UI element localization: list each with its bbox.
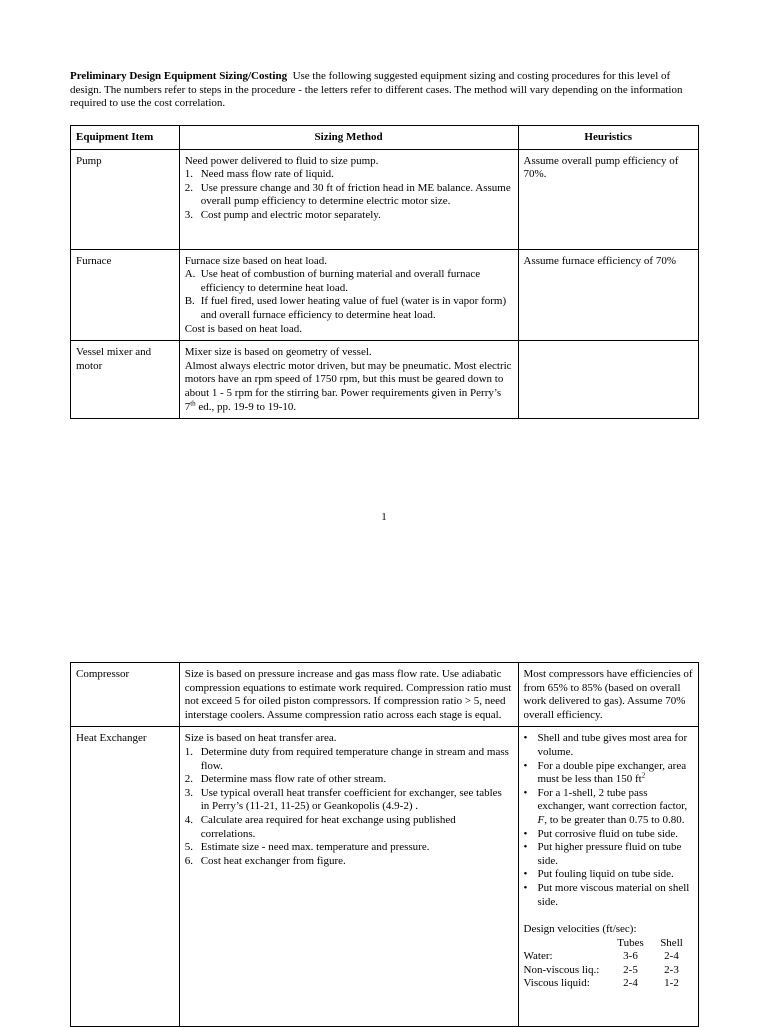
list-item: 3. Use typical overall heat transfer coefficient for exchanger, see tables in Perry’s (11-21, 11-25) or Geankopolis (4.9-2) . — [184, 786, 502, 813]
table-row-heat-exchanger — [71, 727, 699, 1027]
equipment-table-part-2 — [70, 662, 699, 1027]
list-item: • Shell and tube gives most area for volume. — [523, 732, 688, 758]
header-equipment-item: Equipment Item — [71, 126, 180, 150]
bullet-icon: • — [523, 881, 528, 894]
header-sizing-method: Sizing Method — [179, 126, 518, 150]
list-item: 2. Determine mass flow rate of other stream. — [184, 773, 387, 786]
bullet-icon: • — [523, 841, 528, 854]
intro-text: Use the following suggested equipment sizing and costing procedures for this level of design. The numbers refer to steps in the procedure - the letters refer to different cases. The method will vary depending on the information required to use the cost correlation. — [70, 70, 683, 110]
header-heuristics: Heuristics — [518, 126, 699, 150]
mixer-sizing: Mixer size is based on geometry of vessel. Almost always electric motor driven, but may be pneumatic. Most electric motors have an rpm speed of 1750 rpm, but this must be geared down to about 1 - 5 rpm for the stirring bar. Power requirements given in Perry’s 7th ed., pp. 19-9 to 19-10. — [179, 341, 518, 419]
table-row-furnace — [71, 249, 699, 341]
hx-sizing: Size is based on heat transfer area. 1. Determine duty from required temperature change in stream and mass flow. 2. Determine mass flow rate of other stream. 3. Use typical overall heat transfer coefficient for exchanger, see tables in Perry’s (11-21, 11-25) or Geankopolis (4.9-2) . 4. Calculate area required for heat exchange using published correlations. 5. Estimate size - need max. temperature and pressure. 6. Cost heat exchanger from figure. — [179, 727, 518, 1027]
velocities-title: Design velocities (ft/sec): — [523, 923, 637, 936]
list-item: 5. Estimate size - need max. temperature and pressure. — [184, 841, 430, 854]
pump-sizing — [179, 149, 518, 249]
velocity-row: Viscous liquid: 2-4 1-2 — [523, 977, 679, 990]
pump-item: Pump — [71, 149, 180, 249]
compressor-heuristic: Most compressors have efficiencies of from 65% to 85% (based on overall work delivered to gas). Assume 70% overall efficiency. — [518, 663, 699, 727]
pump-lead: Need power delivered to fluid to size pump. — [184, 154, 379, 167]
list-item: 2. Use pressure change and 30 ft of friction head in ME balance. Assume overall pump efficiency to determine electric motor size. — [184, 181, 511, 208]
list-item: • Put corrosive fluid on tube side. — [523, 827, 679, 840]
pump-heuristic: Assume overall pump efficiency of 70%. — [518, 149, 699, 249]
table-row-mixer — [71, 341, 699, 419]
hx-steps — [185, 746, 513, 868]
list-item: • Put higher pressure fluid on tube side. — [523, 841, 682, 867]
list-item: • Put more viscous material on shell side. — [523, 881, 690, 908]
pump-steps — [185, 168, 513, 222]
equipment-table-part-1 — [70, 125, 699, 419]
list-item: • Put fouling liquid on tube side. — [523, 868, 674, 881]
bullet-icon: • — [523, 827, 528, 840]
bullet-icon: • — [523, 786, 528, 799]
page-number: 1 — [381, 511, 387, 523]
furnace-item: Furnace — [71, 249, 180, 341]
list-item: 1. Determine duty from required temperature change in stream and mass flow. — [184, 745, 509, 772]
list-item: 1. Need mass flow rate of liquid. — [184, 168, 334, 181]
bullet-icon: • — [523, 732, 528, 745]
bullet-icon: • — [523, 868, 528, 881]
intro-paragraph — [70, 70, 700, 111]
document-title: Preliminary Design Equipment Sizing/Costing — [70, 70, 288, 82]
velocities-header: Tubes Shell — [617, 936, 683, 949]
bullet-icon: • — [523, 759, 528, 772]
table-header-row — [71, 126, 699, 150]
list-item: A. Use heat of combustion of burning material and overall furnace efficiency to determine heat load. — [184, 268, 481, 294]
list-item: 6. Cost heat exchanger from figure. — [184, 854, 346, 867]
velocity-row: Water: 3-6 2-4 — [523, 950, 679, 963]
hx-heuristics — [518, 727, 699, 1027]
list-item: B. If fuel fired, used lower heating value of fuel (water is in vapor form) and overall furnace efficiency to determine heat load. — [184, 295, 507, 321]
mixer-heuristic — [518, 341, 699, 419]
mixer-item: Vessel mixer and motor — [71, 341, 180, 419]
hx-item: Heat Exchanger — [71, 727, 180, 1027]
list-item: • For a 1-shell, 2 tube pass exchanger, want correction factor, F, to be greater than 0.75 to 0.80. — [523, 786, 688, 826]
furnace-heuristic: Assume furnace efficiency of 70% — [518, 249, 699, 341]
list-item: • For a double pipe exchanger, area must be less than 150 $ft^2$ — [523, 759, 687, 786]
table-row-compressor — [71, 663, 699, 727]
compressor-item: Compressor — [71, 663, 180, 727]
list-item: 3. Cost pump and electric motor separately. — [184, 208, 381, 221]
furnace-cases — [185, 268, 513, 322]
hx-heuristic-bullets — [524, 732, 694, 909]
design-velocities — [524, 923, 694, 991]
list-item: 4. Calculate area required for heat exchange using published correlations. — [184, 813, 456, 840]
table-row-pump — [71, 149, 699, 249]
compressor-sizing: Size is based on pressure increase and gas mass flow rate. Use adiabatic compression equations to estimate work required. Compression ratio must not exceed 5 for oiled piston compressors. If compression ratio > 5, need interstage coolers. Assume compression ratio across each stage is equal. — [179, 663, 518, 727]
furnace-sizing: Furnace size based on heat load. A. Use heat of combustion of burning material and overall furnace efficiency to determine heat load. B. If fuel fired, used lower heating value of fuel (water is in vapor form) and overall furnace efficiency to determine heat load. Cost is based on heat load. — [179, 249, 518, 341]
velocity-row: Non-viscous liq.: 2-5 2-3 — [523, 963, 679, 976]
